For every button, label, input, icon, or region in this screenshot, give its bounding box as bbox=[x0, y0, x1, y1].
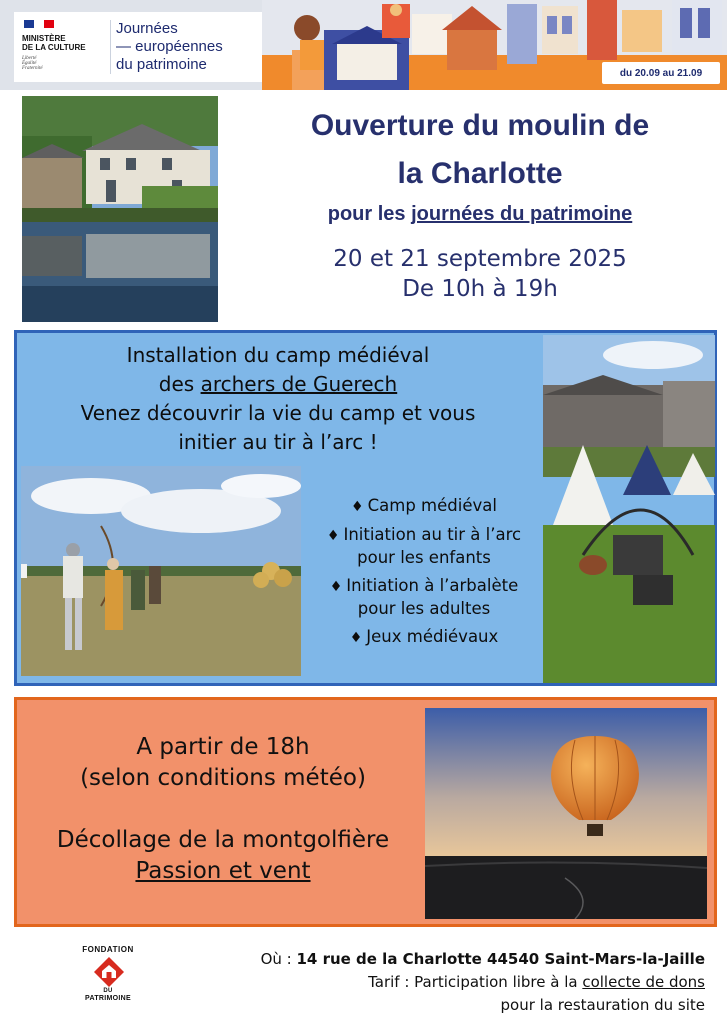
diamond-bullet-icon: ♦ bbox=[326, 528, 340, 544]
logo-divider bbox=[110, 20, 111, 74]
activity-label: Camp médiéval bbox=[367, 496, 497, 515]
logo-bottom-prefix: DU bbox=[103, 988, 113, 994]
top-banner bbox=[0, 0, 727, 90]
logo-bottom-text bbox=[70, 988, 146, 1002]
activity-label: Initiation à l’arbalète pour les adultes bbox=[346, 576, 519, 618]
logo-top-text: FONDATION bbox=[82, 945, 134, 954]
diamond-bullet-icon: ♦ bbox=[351, 499, 364, 515]
archers-name: archers de Guerech bbox=[200, 372, 398, 396]
list-item bbox=[309, 524, 539, 569]
ministry-logo bbox=[14, 12, 262, 82]
balloon-section bbox=[14, 697, 717, 927]
fondation-patrimoine-logo bbox=[70, 945, 146, 1007]
archers-photo bbox=[21, 466, 301, 676]
subtitle-prefix: pour les bbox=[327, 203, 412, 225]
balloon-time: A partir de 18h bbox=[136, 734, 310, 760]
page-subtitle bbox=[240, 202, 720, 226]
balloon-text bbox=[23, 732, 423, 887]
medieval-line-1: Installation du camp médiéval bbox=[126, 343, 430, 367]
ministry-name: MINISTÈRE DE LA CULTURE bbox=[22, 34, 86, 52]
event-name: Journées — européennes du patrimoine bbox=[116, 20, 223, 73]
list-item bbox=[309, 495, 539, 518]
diamond-bullet-icon: ♦ bbox=[349, 630, 363, 646]
marianne-icon bbox=[24, 20, 54, 28]
activity-label: Initiation au tir à l’arc pour les enfants bbox=[343, 525, 522, 567]
camp-photo bbox=[543, 335, 715, 683]
balloon-company bbox=[23, 856, 423, 887]
address: 14 rue de la Charlotte 44540 Saint-Mars-la-Jaille bbox=[296, 950, 705, 968]
price-line bbox=[261, 971, 705, 994]
subtitle-link: journées du patrimoine bbox=[411, 203, 633, 225]
medieval-line-2 bbox=[23, 370, 533, 399]
balloon-photo bbox=[425, 708, 707, 919]
medieval-line-2-prefix: des bbox=[158, 372, 201, 396]
page-title: Ouverture du moulin de la Charlotte bbox=[310, 109, 650, 190]
event-dates-badge: du 20.09 au 21.09 bbox=[602, 62, 720, 84]
list-item bbox=[309, 575, 539, 620]
activity-label: Jeux médiévaux bbox=[366, 627, 499, 646]
balloon-takeoff: Décollage de la montgolfière bbox=[56, 827, 390, 853]
header-block bbox=[240, 102, 720, 304]
event-date: 20 et 21 septembre 2025 bbox=[333, 246, 627, 272]
spacer bbox=[23, 794, 423, 825]
list-item bbox=[309, 626, 539, 649]
mill-photo bbox=[22, 96, 218, 322]
medieval-heading bbox=[23, 341, 533, 457]
ministry-motto: Liberté Égalité Fraternité bbox=[22, 56, 43, 71]
balloon-company-link: Passion et vent bbox=[135, 858, 311, 884]
fondation-house-icon bbox=[94, 957, 124, 987]
medieval-line-4: initier au tir à l’arc ! bbox=[178, 430, 378, 454]
event-hours: De 10h à 19h bbox=[402, 276, 558, 302]
footer-info bbox=[261, 948, 705, 1017]
diamond-bullet-icon: ♦ bbox=[329, 579, 343, 595]
price-prefix: Tarif : Participation libre à la bbox=[368, 973, 583, 991]
price-suffix: pour la restauration du site bbox=[500, 996, 705, 1014]
activities-list bbox=[309, 495, 539, 655]
logo-bottom-name: PATRIMOINE bbox=[85, 995, 131, 1002]
medieval-line-3: Venez découvrir la vie du camp et vous bbox=[80, 401, 476, 425]
medieval-camp-section bbox=[14, 330, 717, 686]
where-label: Où : bbox=[260, 950, 297, 968]
address-line bbox=[261, 948, 705, 971]
balloon-condition: (selon conditions météo) bbox=[80, 765, 366, 791]
donation-link: collecte de dons bbox=[582, 973, 705, 991]
